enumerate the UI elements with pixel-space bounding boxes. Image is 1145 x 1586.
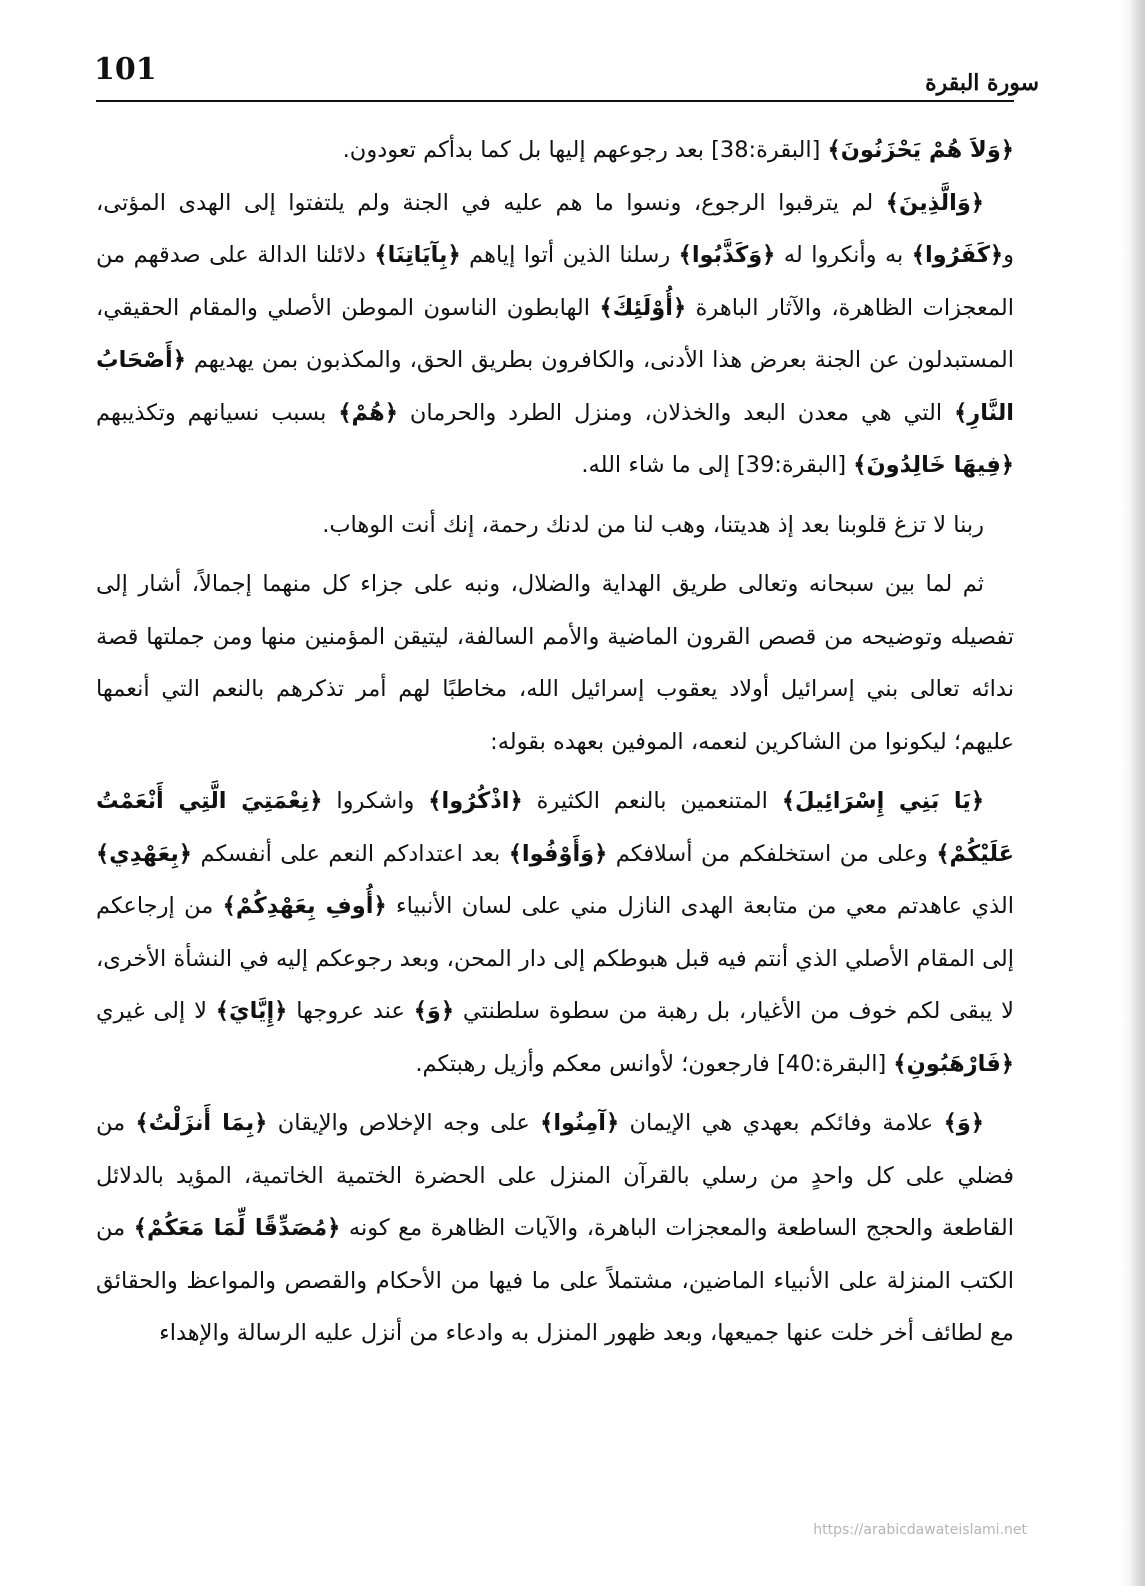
- quran-quote: ﴿وَأَوْفُوا﴾: [508, 840, 608, 867]
- commentary-text: [البقرة:38] بعد رجوعهم إليها بل كما بدأكم تعودون.: [342, 137, 828, 163]
- commentary-text: المتنعمين بالنعم الكثيرة: [522, 788, 782, 814]
- page-number: 101: [94, 52, 157, 87]
- quran-quote: ﴿بِمَا أَنزَلْتُ﴾: [135, 1110, 268, 1136]
- quran-quote: ﴿أَصْحَابُ النَّارِ﴾: [96, 347, 1015, 426]
- quran-quote: ﴿اذْكُرُوا﴾: [428, 788, 523, 814]
- commentary-text: واشكروا: [322, 788, 429, 814]
- header-rule: [96, 100, 1014, 102]
- commentary-text: دلائلنا الدالة على صدقهم من المعجزات الظاهرة، والآثار الباهرة: [96, 242, 1014, 321]
- commentary-body: [96, 124, 1014, 1360]
- paragraph: [96, 775, 1014, 1090]
- commentary-text: [البقرة:39] إلى ما شاء الله.: [581, 452, 854, 478]
- quran-quote: ﴿وَ﴾: [943, 1110, 984, 1136]
- source-watermark: https://arabicdawateislami.net: [813, 1522, 1027, 1538]
- commentary-text: التي هي معدن البعد والخذلان، ومنزل الطرد والحرمان: [397, 399, 955, 426]
- surah-title: سورة البقرة: [925, 70, 1039, 96]
- paragraph: [96, 124, 1014, 177]
- quran-quote: ﴿إِيَّايَ﴾: [215, 998, 288, 1024]
- quran-quote: ﴿هُمْ﴾: [338, 399, 398, 426]
- quran-quote: ﴿يَا بَنِي إِسْرَائِيلَ﴾: [781, 788, 985, 814]
- commentary-text: من إرجاعكم إلى المقام الأصلي الذي أنتم فيه قبل هبوطكم إلى دار المحن، وبعد رجوعكم إليه في النشأة الأخرى، لا يبقى لكم خوف من الأغيار، بل رهبة من سطوة سلطنتي: [96, 893, 1015, 1024]
- commentary-text: ثم لما بين سبحانه وتعالى طريق الهداية والضلال، ونبه على جزاء كل منهما إجمالاً، أشار إلى تفصيله وتوضيحه من قصص القرون الماضية والأمم السالفة، ليتيقن المؤمنين منها ومن جملتها قصة ندائه تعالى بني إسرائيل أولاد يعقوب إسرائيل الله، مخاطبًا لهم أمر تذكرهم بالنعم التي أنعمها عليهم؛ ليكونوا من الشاكرين لنعمه، الموفين بعهده بقوله:: [96, 571, 1014, 755]
- commentary-text: لم يترقبوا الرجوع، ونسوا ما هم عليه في الجنة ولم يلتفتوا إلى الهدى المؤتى، و: [96, 189, 1014, 268]
- commentary-text: من فضلي على كل واحدٍ من رسلي بالقرآن المنزل على الحضرة الختمية الخاتمية، المؤيد بالدلائل القاطعة والحجج الساطعة والمعجزات الباهرة، والآيات الظاهرة مع كونه: [96, 1110, 1014, 1241]
- quran-quote: ﴿وَ﴾: [413, 998, 455, 1024]
- commentary-text: لا إلى غيري: [96, 998, 216, 1024]
- scan-edge-shadow: [1119, 0, 1145, 1586]
- paragraph: [96, 499, 1014, 552]
- quran-quote: ﴿فِيهَا خَالِدُونَ﴾: [853, 452, 1014, 478]
- quran-quote: ﴿أُوفِ بِعَهْدِكُمْ﴾: [222, 893, 387, 919]
- commentary-text: رسلنا الذين أتوا إياهم: [460, 242, 679, 268]
- quran-quote: ﴿فَارْهَبُونِ﴾: [893, 1050, 1014, 1077]
- commentary-text: علامة وفائكم بعهدي هي الإيمان: [619, 1110, 944, 1136]
- commentary-text: عند عروجها: [287, 998, 414, 1024]
- paragraph: [96, 558, 1014, 768]
- commentary-text: الهابطون الناسون الموطن الأصلي والمقام الحقيقي، المستبدلون عن الجنة بعرض هذا الأدنى، والكافرون بطريق الحق، والمكذبون بمن يهديهم: [96, 294, 1014, 373]
- quran-quote: ﴿وَالَّذِينَ﴾: [885, 189, 984, 216]
- commentary-text: على وجه الإخلاص والإيقان: [267, 1110, 541, 1136]
- quran-quote: ﴿بِآيَاتِنَا﴾: [374, 242, 461, 268]
- commentary-text: من الكتب المنزلة على الأنبياء الماضين، مشتملاً على ما فيها من الأحكام والقصص والمواعظ والحقائق مع لطائف أخر خلت عنها جميعها، وبعد ظهور المنزل به وادعاء من أنزل عليه الرسالة والإهداء: [96, 1215, 1014, 1346]
- quran-quote: ﴿أُوْلَئِكَ﴾: [599, 294, 687, 321]
- commentary-text: به وأنكروا له: [775, 242, 912, 268]
- paragraph: [96, 177, 1014, 492]
- quran-quote: ﴿بِعَهْدِي﴾: [96, 840, 192, 867]
- commentary-text: [البقرة:40] فارجعون؛ لأوانس معكم وأزيل رهبتكم.: [415, 1050, 894, 1077]
- quran-quote: ﴿آمِنُوا﴾: [540, 1110, 620, 1136]
- paragraph: [96, 1097, 1014, 1360]
- commentary-text: ربنا لا تزغ قلوبنا بعد إذ هديتنا، وهب لنا من لدنك رحمة، إنك أنت الوهاب.: [322, 511, 984, 538]
- commentary-text: الذي عاهدتم معي من متابعة الهدى النازل مني على لسان الأنبياء: [386, 893, 1014, 919]
- quran-quote: ﴿وَكَذَّبُوا﴾: [678, 242, 776, 268]
- quran-quote: ﴿كَفَرُوا﴾: [911, 242, 1004, 268]
- commentary-text: بعد اعتدادكم النعم على أنفسكم: [192, 840, 509, 867]
- quran-quote: ﴿نِعْمَتِيَ الَّتِي أَنْعَمْتُ عَلَيْكُمْ﴾: [96, 788, 1014, 867]
- quran-quote: ﴿مُصَدِّقًا لِّمَا مَعَكُمْ﴾: [133, 1215, 341, 1241]
- quran-quote: ﴿وَلاَ هُمْ يَحْزَنُونَ﴾: [827, 137, 1014, 163]
- commentary-text: بسبب نسيانهم وتكذيبهم: [96, 399, 339, 426]
- commentary-text: وعلى من استخلفكم من أسلافكم: [607, 840, 937, 867]
